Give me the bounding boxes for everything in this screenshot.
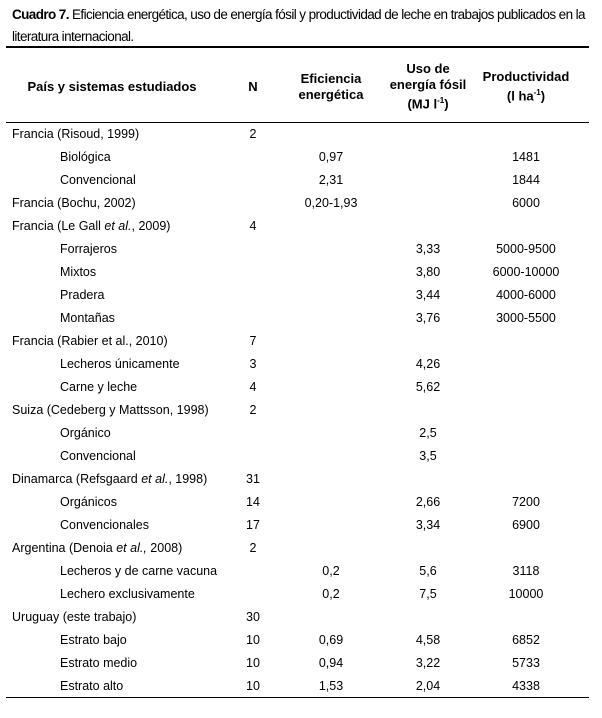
header-fossil-exp: -1: [437, 96, 445, 106]
row-label-text: Francia (Le Gall: [12, 219, 105, 233]
cell-fossil: 2,66: [415, 495, 441, 509]
cell-productivity: 6852: [512, 633, 540, 647]
cell-productivity: 3118: [512, 564, 540, 578]
cell-efficiency: 0,2: [322, 587, 340, 601]
table-row: [0, 146, 602, 169]
cell-productivity: 3000-5500: [496, 311, 556, 325]
table-row: [0, 629, 602, 652]
bottom-rule: [6, 697, 589, 698]
top-rule: [6, 46, 589, 48]
cell-n: 14: [246, 495, 260, 509]
row-label: [60, 514, 149, 537]
table-row: [0, 675, 602, 698]
row-label-text: Lechero exclusivamente: [60, 587, 195, 601]
row-label: [12, 330, 168, 353]
header-fossil-label: Uso de energía fósil: [389, 61, 467, 93]
row-label-text: Francia (Bochu, 2002): [12, 196, 136, 210]
header-n: N: [248, 79, 258, 94]
row-label: [60, 560, 217, 583]
row-label-text: Convencional: [60, 449, 136, 463]
row-label-text: Orgánicos: [60, 495, 117, 509]
cell-fossil: 3,34: [415, 518, 441, 532]
row-label: [12, 606, 136, 629]
cell-efficiency: 0,2: [322, 564, 340, 578]
cell-productivity: 6900: [512, 518, 540, 532]
table-row: [0, 583, 602, 606]
cell-fossil: 4,58: [415, 633, 441, 647]
cell-productivity: 4338: [512, 679, 540, 693]
table-row: [0, 330, 602, 353]
row-label-text: Mixtos: [60, 265, 97, 279]
row-label-after: , 2009): [131, 219, 171, 233]
table-row: [0, 284, 602, 307]
row-label: [12, 123, 139, 146]
table-row: [0, 238, 602, 261]
row-label: [60, 583, 195, 606]
cell-productivity: 7200: [512, 495, 540, 509]
cell-productivity: 6000: [512, 196, 540, 210]
table-row: [0, 307, 602, 330]
row-label: [60, 675, 123, 698]
cell-productivity: 10000: [508, 587, 544, 601]
cell-productivity: 5000-9500: [496, 242, 556, 256]
row-label-text: Estrato medio: [60, 656, 138, 670]
cell-n: 30: [246, 610, 260, 624]
table-row: [0, 376, 602, 399]
cell-fossil: 2,5: [419, 426, 437, 440]
row-label-text: Lecheros y de carne vacuna: [60, 564, 218, 578]
header-system: País y sistemas estudiados: [27, 79, 197, 94]
header-prod-unit: (l ha: [506, 88, 534, 104]
cell-n: 31: [246, 472, 260, 486]
table-row: [0, 491, 602, 514]
header-prod-close: ): [540, 88, 546, 104]
caption-label: Cuadro 7.: [12, 7, 69, 22]
cell-fossil: 3,22: [415, 656, 441, 670]
cell-n: 2: [249, 403, 257, 417]
row-label-italic: et al.: [104, 219, 132, 233]
cell-fossil: 3,76: [415, 311, 441, 325]
cell-fossil: 3,5: [419, 449, 437, 463]
row-label-text: Pradera: [60, 288, 105, 302]
table-row: [0, 353, 602, 376]
row-label: [60, 491, 117, 514]
row-label-text: Lecheros únicamente: [60, 357, 180, 371]
row-label: [60, 353, 180, 376]
table-row: [0, 399, 602, 422]
table-row: [0, 169, 602, 192]
header-fossil-close: ): [444, 96, 449, 112]
cell-efficiency: 1,53: [318, 679, 344, 693]
row-label-text: Suiza (Cedeberg y Mattsson, 1998): [12, 403, 209, 417]
cell-efficiency: 0,94: [318, 656, 344, 670]
table-caption: [12, 4, 597, 48]
table-row: [0, 192, 602, 215]
row-label-after: , 1998): [168, 472, 208, 486]
cell-n: 4: [249, 219, 257, 233]
cell-efficiency: 0,20-1,93: [304, 196, 358, 210]
row-label-text: Convencionales: [60, 518, 149, 532]
cell-efficiency: 2,31: [318, 173, 344, 187]
cell-fossil: 3,44: [415, 288, 441, 302]
table-row: [0, 422, 602, 445]
cell-productivity: 4000-6000: [496, 288, 556, 302]
row-label: [60, 376, 137, 399]
row-label-text: Francia (Risoud, 1999): [12, 127, 140, 141]
table-row: [0, 215, 602, 238]
table-row: [0, 123, 602, 146]
row-label: [60, 422, 111, 445]
cell-n: 17: [246, 518, 260, 532]
row-label: [60, 146, 111, 169]
row-label-text: Argentina (Denoia: [12, 541, 117, 555]
table-row: [0, 514, 602, 537]
header-fossil-unit: (MJ l: [407, 96, 438, 112]
row-label: [12, 468, 207, 491]
cell-n: 10: [246, 633, 260, 647]
header-efficiency: Eficiencia energética: [298, 71, 364, 102]
row-label: [60, 284, 104, 307]
table-row: [0, 445, 602, 468]
cell-n: 10: [246, 656, 260, 670]
cell-efficiency: 0,97: [318, 150, 344, 164]
row-label-text: Dinamarca (Refsgaard: [12, 472, 142, 486]
row-label-italic: et al.,: [116, 541, 147, 555]
cell-efficiency: 0,69: [318, 633, 344, 647]
row-label-text: Uruguay (este trabajo): [12, 610, 137, 624]
header-productivity: [476, 52, 576, 122]
row-label: [60, 445, 136, 468]
header-productivity-label: Productividad: [482, 69, 570, 85]
cell-fossil: 3,33: [415, 242, 441, 256]
cell-n: 4: [249, 380, 257, 394]
row-label-text: Carne y leche: [60, 380, 138, 394]
row-label: [12, 399, 209, 422]
cell-n: 3: [249, 357, 257, 371]
row-label-after: 2008): [146, 541, 183, 555]
cell-fossil: 4,26: [415, 357, 441, 371]
row-label-text: Forrajeros: [60, 242, 117, 256]
cell-fossil: 5,62: [415, 380, 441, 394]
cell-productivity: 5733: [512, 656, 540, 670]
cell-productivity: 1844: [512, 173, 540, 187]
row-label-text: Convencional: [60, 173, 136, 187]
header-prod-exp: -1: [533, 88, 541, 98]
caption-text: Eficiencia energética, uso de energía fósil y productividad de leche en trabajos publicados en la literatura internacional.: [12, 7, 585, 44]
row-label-text: Estrato alto: [60, 679, 124, 693]
cell-fossil: 3,80: [415, 265, 441, 279]
row-label: [60, 629, 127, 652]
row-label: [60, 238, 117, 261]
row-label-italic: et al.: [141, 472, 169, 486]
row-label: [60, 169, 136, 192]
cell-n: 2: [249, 541, 257, 555]
cell-productivity: 1481: [512, 150, 540, 164]
table-row: [0, 537, 602, 560]
row-label: [60, 307, 115, 330]
row-label: [12, 537, 182, 560]
cell-fossil: 2,04: [415, 679, 441, 693]
cell-fossil: 5,6: [419, 564, 437, 578]
cell-fossil: 7,5: [419, 587, 437, 601]
table-row: [0, 652, 602, 675]
header-fossil: [383, 52, 473, 122]
cell-n: 10: [246, 679, 260, 693]
table-row: [0, 468, 602, 491]
table-row: [0, 261, 602, 284]
row-label-text: Orgánico: [60, 426, 111, 440]
table-row: [0, 560, 602, 583]
cell-productivity: 6000-10000: [492, 265, 560, 279]
row-label: [60, 652, 137, 675]
cell-n: 2: [249, 127, 257, 141]
table-row: [0, 606, 602, 629]
row-label-text: Montañas: [60, 311, 115, 325]
cell-n: 7: [249, 334, 257, 348]
row-label: [60, 261, 96, 284]
row-label-text: Estrato bajo: [60, 633, 127, 647]
row-label-text: Biológica: [60, 150, 111, 164]
row-label-text: Francia (Rabier et al., 2010): [12, 334, 168, 348]
row-label: [12, 215, 170, 238]
row-label: [12, 192, 136, 215]
